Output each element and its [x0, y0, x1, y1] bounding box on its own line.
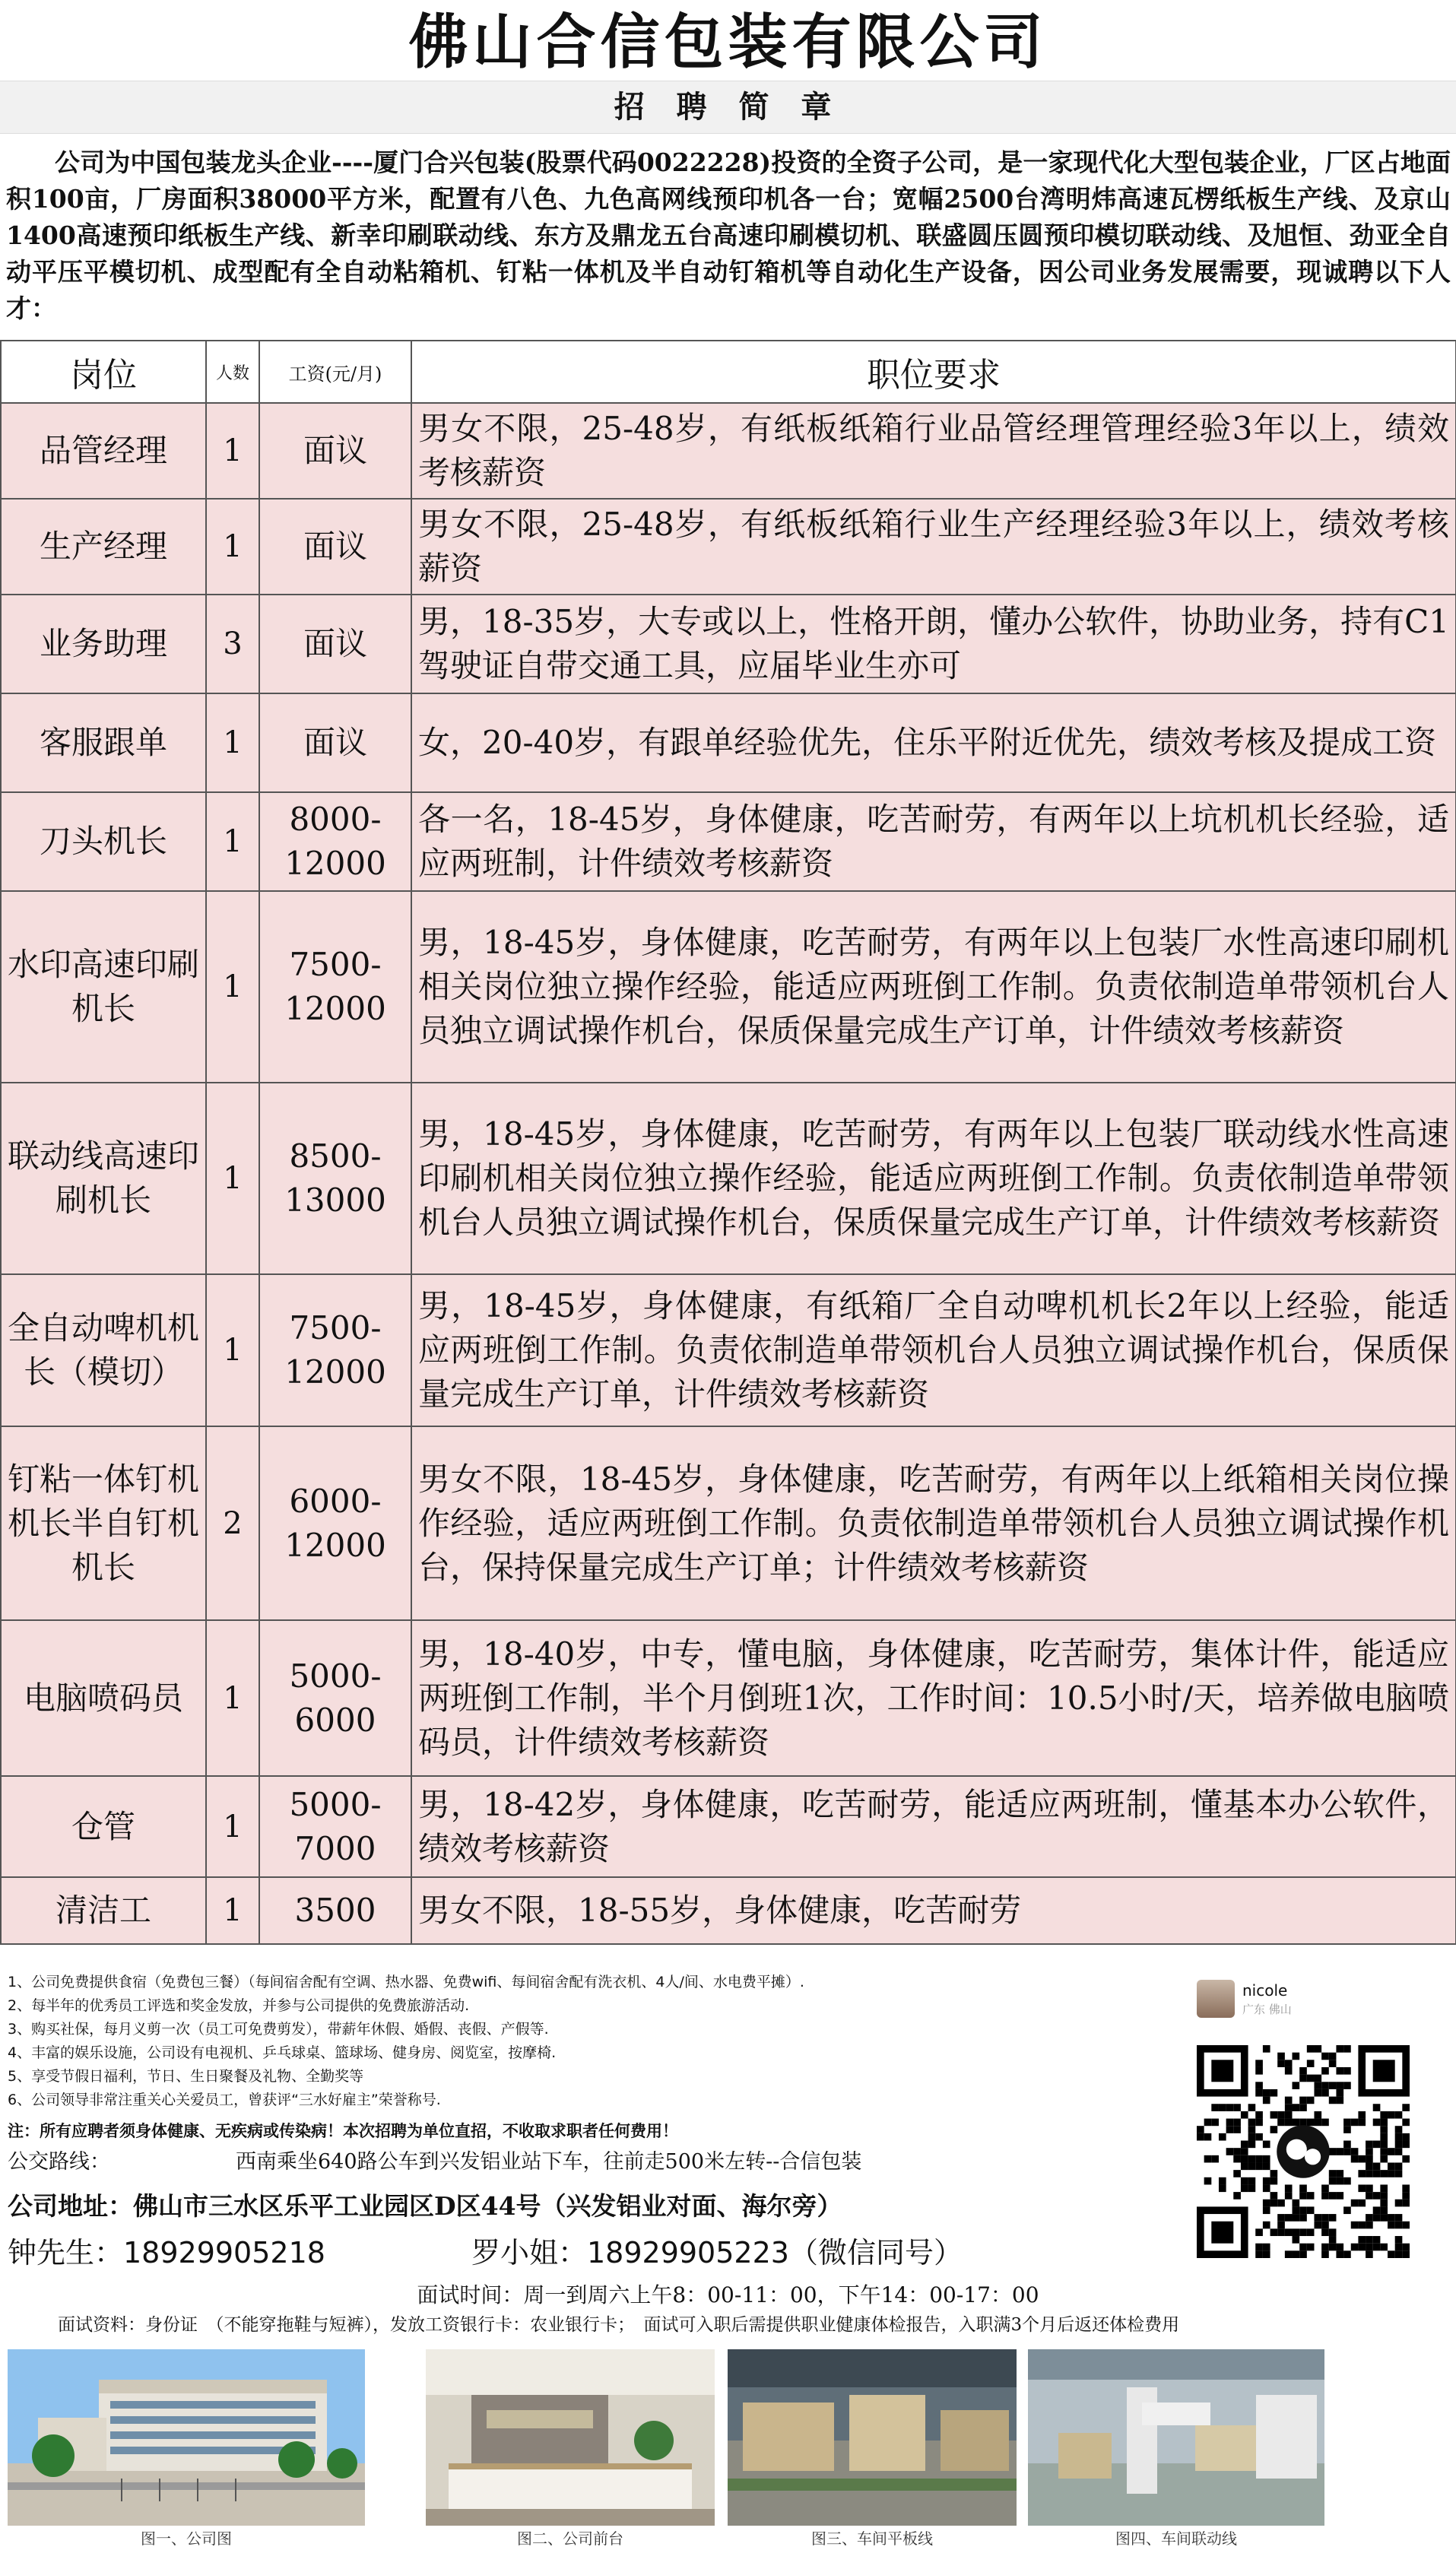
job-position: 清洁工 [1, 1877, 206, 1944]
job-salary: 7500-12000 [259, 1274, 411, 1426]
job-count: 1 [206, 403, 259, 499]
job-position: 水印高速印刷机长 [1, 891, 206, 1083]
table-row [1, 1426, 1456, 1620]
bus-route [8, 2146, 1171, 2179]
benefits-list [8, 1971, 1171, 2112]
wechat-qr-code-icon [1197, 2045, 1410, 2258]
photo-company-building [8, 2349, 365, 2526]
job-count: 1 [206, 1776, 259, 1877]
table-row [1, 792, 1456, 891]
job-salary: 7500-12000 [259, 891, 411, 1083]
job-position: 联动线高速印刷机长 [1, 1083, 206, 1274]
benefit-item: 5、享受节假日福利，节日、生日聚餐及礼物、全勤奖等 [8, 2068, 364, 2085]
job-position: 刀头机长 [1, 792, 206, 891]
company-address: 公司地址：佛山市三水区乐平工业园区D区44号（兴发铝业对面、海尔旁） [8, 2191, 842, 2221]
job-salary: 5000-7000 [259, 1776, 411, 1877]
job-requirements: 男，18-45岁，身体健康，吃苦耐劳，有两年以上包装厂联动线水性高速印刷机相关岗位独立操作经验，能适应两班倒工作制。负责依制造单带领机台人员独立调试操作机台，保质保量完成生产订单，计件绩效考核薪资 [411, 1083, 1456, 1274]
benefit-item: 4、丰富的娱乐设施，公司设有电视机、乒乓球桌、篮球场、健身房、阅览室，按摩椅. [8, 2044, 557, 2061]
job-requirements: 男女不限，18-55岁，身体健康，吃苦耐劳 [411, 1877, 1456, 1944]
photo-caption-4: 图四、车间联动线 [1115, 2529, 1237, 2548]
photo-workshop-linkage-line [1028, 2349, 1324, 2526]
header-position: 岗位 [1, 341, 206, 403]
contact-luo: 罗小姐：18929905223（微信同号） [471, 2236, 963, 2269]
job-count: 3 [206, 595, 259, 693]
benefit-item: 1、公司免费提供食宿（免费包三餐）（每间宿舍配有空调、热水器、免费wifi、每间宿舍配有洗衣机、4人/间、水电费平摊）. [8, 1974, 804, 1990]
table-row [1, 403, 1456, 499]
job-requirements: 男，18-45岁，身体健康，吃苦耐劳，有两年以上包装厂水性高速印刷机相关岗位独立操作经验，能适应两班倒工作制。负责依制造单带领机台人员独立调试操作机台，保质保量完成生产订单，计件绩效考核薪资 [411, 891, 1456, 1083]
job-count: 1 [206, 1083, 259, 1274]
table-row [1, 1877, 1456, 1944]
job-salary: 8000-12000 [259, 792, 411, 891]
photo-caption-2: 图二、公司前台 [517, 2529, 623, 2548]
job-position: 客服跟单 [1, 693, 206, 792]
job-count: 1 [206, 693, 259, 792]
header-count: 人数 [206, 341, 259, 403]
header-salary: 工资(元/月) [259, 341, 411, 403]
job-salary: 面议 [259, 693, 411, 792]
job-count: 1 [206, 1274, 259, 1426]
table-row [1, 1274, 1456, 1426]
company-title: 佛山合信包装有限公司 [408, 8, 1048, 77]
table-header-row [1, 341, 1456, 403]
interview-time: 面试时间：周一到周六上午8：00-11：00，下午14：00-17：00 [417, 2282, 1039, 2307]
job-position: 业务助理 [1, 595, 206, 693]
recruitment-subtitle: 招 聘 简 章 [0, 81, 1456, 134]
table-row [1, 1620, 1456, 1776]
job-requirements: 男，18-42岁，身体健康，吃苦耐劳，能适应两班制，懂基本办公软件，绩效考核薪资 [411, 1776, 1456, 1877]
header-requirements: 职位要求 [411, 341, 1456, 403]
photo-front-desk [426, 2349, 715, 2526]
job-position: 品管经理 [1, 403, 206, 499]
table-row [1, 1776, 1456, 1877]
contact-zhong: 钟先生：18929905218 [8, 2236, 325, 2269]
job-requirements: 男，18-35岁，大专或以上，性格开朗，懂办公软件，协助业务，持有C1驾驶证自带交通工具，应届毕业生亦可 [411, 595, 1456, 693]
job-count: 1 [206, 792, 259, 891]
benefit-item: 3、购买社保，每月义剪一次（员工可免费剪发），带薪年休假、婚假、丧假、产假等. [8, 2021, 549, 2038]
wechat-region: 广东 佛山 [1242, 2003, 1292, 2016]
benefit-item: 6、公司领导非常注重关心关爱员工，曾获评“三水好雇主”荣誉称号. [8, 2092, 441, 2108]
job-salary: 3500 [259, 1877, 411, 1944]
table-row [1, 693, 1456, 792]
job-requirements: 女，20-40岁，有跟单经验优先，住乐平附近优先，绩效考核及提成工资 [411, 693, 1456, 792]
job-requirements: 男女不限，25-48岁，有纸板纸箱行业生产经理经验3年以上，绩效考核薪资 [411, 499, 1456, 595]
job-salary: 8500-13000 [259, 1083, 411, 1274]
job-count: 1 [206, 1877, 259, 1944]
job-salary: 6000-12000 [259, 1426, 411, 1620]
table-row [1, 891, 1456, 1083]
wechat-name: nicole [1242, 1981, 1288, 2000]
job-salary: 5000-6000 [259, 1620, 411, 1776]
job-count: 1 [206, 499, 259, 595]
bus-route-label: 公交路线： [8, 2150, 110, 2174]
job-table [0, 340, 1456, 1945]
job-requirements: 男，18-40岁，中专，懂电脑，身体健康，吃苦耐劳，集体计件，能适应两班倒工作制，半个月倒班1次，工作时间：10.5小时/天，培养做电脑喷码员，计件绩效考核薪资 [411, 1620, 1456, 1776]
job-salary: 面议 [259, 595, 411, 693]
job-count: 1 [206, 1620, 259, 1776]
job-count: 2 [206, 1426, 259, 1620]
wechat-card [1186, 1975, 1429, 2273]
job-salary: 面议 [259, 499, 411, 595]
job-requirements: 男女不限，18-45岁，身体健康，吃苦耐劳，有两年以上纸箱相关岗位操作经验，适应两班倒工作制。负责依制造单带领机台人员独立调试操作机台，保持保量完成生产订单；计件绩效考核薪资 [411, 1426, 1456, 1620]
job-requirements: 男，18-45岁，身体健康，有纸箱厂全自动啤机机长2年以上经验，能适应两班倒工作制。负责依制造单带领机台人员独立调试操作机台，保质保量完成生产订单，计件绩效考核薪资 [411, 1274, 1456, 1426]
photo-workshop-flatboard-line [728, 2349, 1017, 2526]
table-row [1, 1083, 1456, 1274]
job-position: 全自动啤机机长（模切） [1, 1274, 206, 1426]
job-position: 电脑喷码员 [1, 1620, 206, 1776]
photo-caption-1: 图一、公司图 [141, 2529, 232, 2548]
table-row [1, 595, 1456, 693]
job-count: 1 [206, 891, 259, 1083]
job-salary: 面议 [259, 403, 411, 499]
job-requirements: 男女不限，25-48岁，有纸板纸箱行业品管经理管理经验3年以上，绩效考核薪资 [411, 403, 1456, 499]
company-intro: 公司为中国包装龙头企业----厦门合兴包装(股票代码0022228)投资的全资子公司，是一家现代化大型包装企业，厂区占地面积100亩，厂房面积38000平方米，配置有八色、九色高网线预印机各一台；宽幅2500台湾明炜高速瓦楞纸板生产线、及京山1400高速预印纸板生产线、新幸印刷联动线、东方及鼎龙五台高速印刷模切机、联盛圆压圆预印模切联动线、及旭恒、劲亚全自动平压平模切机、成型配有全自动粘箱机、钉粘一体机及半自动钉箱机等自动化生产设备，因公司业务发展需要，现诚聘以下人才： [6, 147, 1451, 323]
photo-caption-3: 图三、车间平板线 [811, 2529, 933, 2548]
job-position: 仓管 [1, 1776, 206, 1877]
job-position: 钉粘一体钉机机长半自钉机机长 [1, 1426, 206, 1620]
job-requirements: 各一名，18-45岁，身体健康，吃苦耐劳，有两年以上坑机机长经验，适应两班制，计件绩效考核薪资 [411, 792, 1456, 891]
health-notice: 注：所有应聘者须身体健康、无疾病或传染病！本次招聘为单位直招，不收取求职者任何费用！ [8, 2122, 678, 2140]
benefit-item: 2、每半年的优秀员工评选和奖金发放，并参与公司提供的免费旅游活动. [8, 1997, 470, 2014]
job-position: 生产经理 [1, 499, 206, 595]
wechat-avatar [1197, 1980, 1235, 2018]
bus-route-text: 西南乘坐640路公车到兴发铝业站下车，往前走500米左转--合信包装 [236, 2150, 862, 2174]
interview-documents: 面试资料：身份证 （不能穿拖鞋与短裤），发放工资银行卡：农业银行卡； 面试可入职后需提供职业健康体检报告，入职满3个月后返还体检费用 [58, 2315, 1180, 2335]
table-row [1, 499, 1456, 595]
